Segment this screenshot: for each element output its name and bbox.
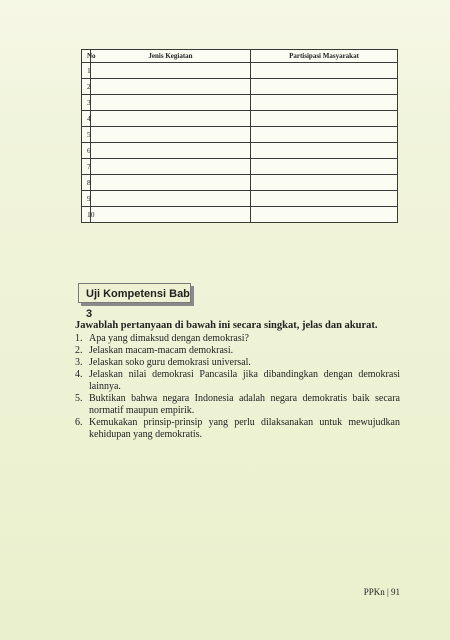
table-row	[82, 79, 398, 95]
activity-table	[81, 49, 398, 223]
question-text: Jelaskan soko guru demokrasi universal.	[89, 357, 251, 368]
partisipasi-cell[interactable]	[251, 95, 398, 111]
section-title-box	[78, 283, 191, 320]
section-title: Uji Kompetensi Bab 3	[86, 288, 190, 320]
table-row	[82, 175, 398, 191]
question-number: 4.	[75, 369, 83, 380]
table-header-row	[82, 50, 398, 63]
question-text: Buktikan bahwa negara Indonesia adalah negara demokratis baik secara normatif maupun empirik.	[89, 393, 400, 416]
kegiatan-cell[interactable]	[91, 79, 251, 95]
partisipasi-cell[interactable]	[251, 191, 398, 207]
row-number: 10	[82, 207, 91, 223]
row-number: 9	[82, 191, 91, 207]
table-row	[82, 111, 398, 127]
list-item	[75, 333, 400, 345]
partisipasi-cell[interactable]	[251, 79, 398, 95]
table-row	[82, 63, 398, 79]
question-number: 3.	[75, 357, 83, 368]
list-item	[75, 369, 400, 393]
instruction-text: Jawablah pertanyaan di bawah ini secara singkat, jelas dan akurat.	[75, 320, 378, 331]
question-text: Apa yang dimaksud dengan demokrasi?	[89, 333, 249, 344]
row-number: 3	[82, 95, 91, 111]
partisipasi-cell[interactable]	[251, 207, 398, 223]
header-partisipasi: Partisipasi Masyarakat	[251, 50, 398, 63]
partisipasi-cell[interactable]	[251, 111, 398, 127]
question-text: Jelaskan nilai demokrasi Pancasila jika dibandingkan dengan demokrasi lainnya.	[89, 369, 400, 392]
row-number: 2	[82, 79, 91, 95]
kegiatan-cell[interactable]	[91, 127, 251, 143]
question-list	[75, 333, 400, 441]
partisipasi-cell[interactable]	[251, 143, 398, 159]
header-jenis-kegiatan: Jenis Kegiatan	[91, 50, 251, 63]
partisipasi-cell[interactable]	[251, 159, 398, 175]
question-text: Kemukakan prinsip-prinsip yang perlu dilaksanakan untuk mewujudkan kehidupan yang demokratis.	[89, 417, 400, 440]
partisipasi-cell[interactable]	[251, 175, 398, 191]
row-number: 7	[82, 159, 91, 175]
question-number: 1.	[75, 333, 83, 344]
row-number: 4	[82, 111, 91, 127]
table-row	[82, 95, 398, 111]
row-number: 5	[82, 127, 91, 143]
question-number: 6.	[75, 417, 83, 428]
question-text: Jelaskan macam-macam demokrasi.	[89, 345, 234, 356]
partisipasi-cell[interactable]	[251, 127, 398, 143]
kegiatan-cell[interactable]	[91, 207, 251, 223]
row-number: 6	[82, 143, 91, 159]
list-item	[75, 393, 400, 417]
list-item	[75, 345, 400, 357]
list-item	[75, 357, 400, 369]
table-row	[82, 191, 398, 207]
table-row	[82, 143, 398, 159]
header-no: No	[82, 50, 91, 63]
question-number: 5.	[75, 393, 83, 404]
row-number: 8	[82, 175, 91, 191]
kegiatan-cell[interactable]	[91, 63, 251, 79]
kegiatan-cell[interactable]	[91, 191, 251, 207]
page-footer: PPKn | 91	[363, 587, 400, 597]
kegiatan-cell[interactable]	[91, 175, 251, 191]
list-item	[75, 417, 400, 441]
table-row	[82, 159, 398, 175]
kegiatan-cell[interactable]	[91, 143, 251, 159]
kegiatan-cell[interactable]	[91, 95, 251, 111]
partisipasi-cell[interactable]	[251, 63, 398, 79]
table-row	[82, 127, 398, 143]
table-row	[82, 207, 398, 223]
row-number: 1	[82, 63, 91, 79]
kegiatan-cell[interactable]	[91, 159, 251, 175]
question-number: 2.	[75, 345, 83, 356]
kegiatan-cell[interactable]	[91, 111, 251, 127]
